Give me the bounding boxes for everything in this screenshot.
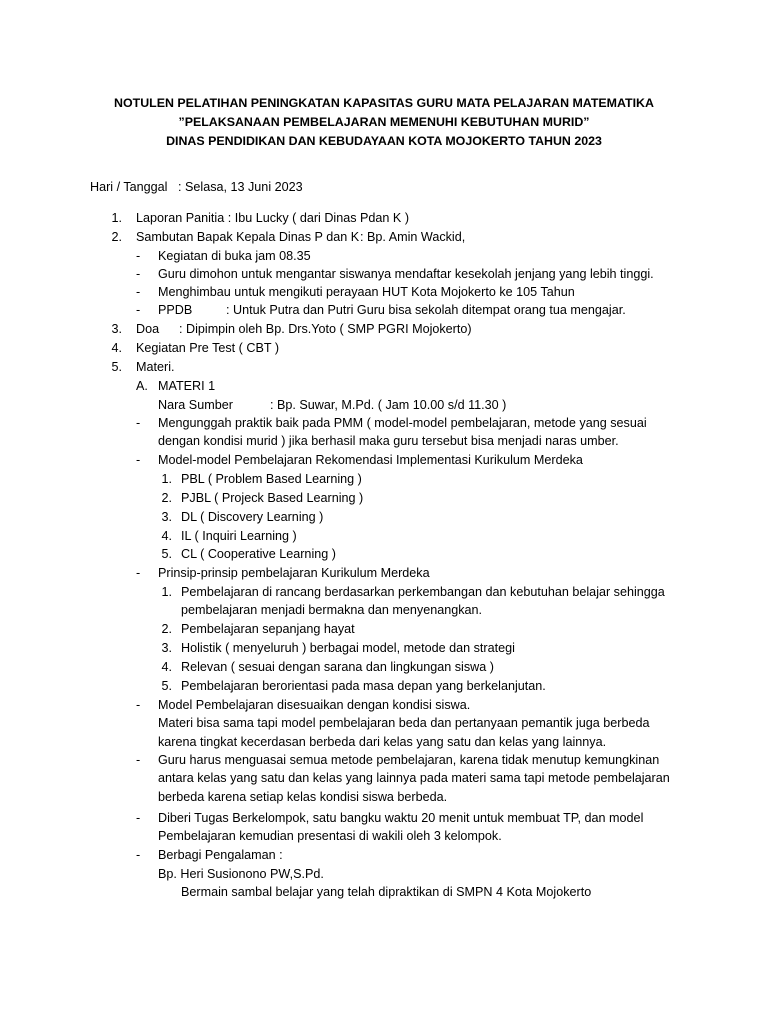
bullet-dash: - (136, 416, 141, 430)
bullet-dash: - (136, 753, 141, 767)
item-number: 1. (111, 211, 122, 225)
principle-number: 3. (161, 641, 172, 655)
bullet-text: antara kelas yang satu dan kelas yang lainnya pada materi sama tapi metode pembelajaran (158, 771, 670, 785)
item-number: 3. (111, 322, 122, 336)
materi-title: MATERI 1 (158, 379, 216, 393)
principle-item: Pembelajaran di rancang berdasarkan perkembangan dan kebutuhan belajar sehingga (181, 585, 665, 599)
bullet-dash: - (136, 285, 141, 299)
bullet-text: berbeda karena setiap kelas kondisi siswa berbeda. (158, 790, 448, 804)
model-item: IL ( Inquiri Learning ) (181, 529, 297, 543)
doc-title-line-1: NOTULEN PELATIHAN PENINGKATAN KAPASITAS GURU MATA PELAJARAN MATEMATIKA (114, 96, 654, 110)
model-item: PBL ( Problem Based Learning ) (181, 472, 362, 486)
bullet-dash: - (136, 303, 141, 317)
item-2-bullet: Kegiatan di buka jam 08.35 (158, 249, 311, 263)
item-3-value: : Dipimpin oleh Bp. Drs.Yoto ( SMP PGRI Mojokerto) (179, 322, 472, 336)
speaker-label: Nara Sumber (158, 398, 233, 412)
bullet-dash: - (136, 698, 141, 712)
model-item: CL ( Cooperative Learning ) (181, 547, 336, 561)
item-number: 4. (111, 341, 122, 355)
item-3-label: Doa (136, 322, 160, 336)
model-number: 5. (161, 547, 172, 561)
item-5-text: Materi. (136, 360, 175, 374)
doc-title-line-3: DINAS PENDIDIKAN DAN KEBUDAYAAN KOTA MOJOKERTO TAHUN 2023 (166, 134, 602, 148)
doc-title-line-2: ”PELAKSANAAN PEMBELAJARAN MEMENUHI KEBUTUHAN MURID” (178, 115, 590, 129)
bullet-text: Diberi Tugas Berkelompok, satu bangku waktu 20 menit untuk membuat TP, dan model (158, 811, 644, 825)
principle-number: 2. (161, 622, 172, 636)
item-2-text: Sambutan Bapak Kepala Dinas P dan K (136, 230, 360, 244)
bullet-text: Model Pembelajaran disesuaikan dengan kondisi siswa. (158, 698, 471, 712)
item-number: 2. (111, 230, 122, 244)
bullet-text: Guru harus menguasai semua metode pembelajaran, karena tidak menutup kemungkinan (158, 753, 660, 767)
item-2-value: : Bp. Amin Wackid, (360, 230, 466, 244)
model-item: PJBL ( Projeck Based Learning ) (181, 491, 364, 505)
principle-item: Holistik ( menyeluruh ) berbagai model, metode dan strategi (181, 641, 515, 655)
bullet-dash: - (136, 848, 141, 862)
item-number: 5. (111, 360, 122, 374)
bullet-text: Mengunggah praktik baik pada PMM ( model-model pembelajaran, metode yang sesuai (158, 416, 647, 430)
item-1-text: Laporan Panitia : Ibu Lucky ( dari Dinas Pdan K ) (136, 211, 410, 225)
bullet-text: Pembelajaran kemudian presentasi di wakili oleh 3 kelompok. (158, 829, 502, 843)
principle-item: Relevan ( sesuai dengan sarana dan lingkungan siswa ) (181, 660, 494, 674)
bullet-dash: - (136, 267, 141, 281)
date-label: Hari / Tanggal (90, 180, 168, 194)
bullet-text: Model-model Pembelajaran Rekomendasi Implementasi Kurikulum Merdeka (158, 453, 583, 467)
principle-item: Pembelajaran berorientasi pada masa depan yang berkelanjutan. (181, 679, 546, 693)
sharer-note: Bermain sambal belajar yang telah dipraktikan di SMPN 4 Kota Mojokerto (181, 885, 592, 899)
principle-item: pembelajaran menjadi bermakna dan menyenangkan. (181, 603, 483, 617)
item-2-bullet: Guru dimohon untuk mengantar siswanya mendaftar kesekolah jenjang yang lebih tinggi. (158, 267, 654, 281)
bullet-text: Berbagi Pengalaman : (158, 848, 283, 862)
materi-letter: A. (136, 379, 148, 393)
item-2-bullet: Menghimbau untuk mengikuti perayaan HUT Kota Mojokerto ke 105 Tahun (158, 285, 575, 299)
ppdb-label: PPDB (158, 303, 193, 317)
model-number: 1. (161, 472, 172, 486)
bullet-text: Materi bisa sama tapi model pembelajaran beda dan pertanyaan pemantik juga berbeda (158, 716, 650, 730)
bullet-text: karena tingkat kecerdasan berbeda dari kelas yang satu dan kelas yang lainnya. (158, 735, 607, 749)
principle-number: 5. (161, 679, 172, 693)
item-4-text: Kegiatan Pre Test ( CBT ) (136, 341, 280, 355)
sharer-name: Bp. Heri Susionono PW,S.Pd. (158, 867, 324, 881)
principle-item: Pembelajaran sepanjang hayat (181, 622, 355, 636)
model-number: 4. (161, 529, 172, 543)
bullet-dash: - (136, 566, 141, 580)
date-value: : Selasa, 13 Juni 2023 (178, 180, 303, 194)
principle-number: 1. (161, 585, 172, 599)
bullet-dash: - (136, 811, 141, 825)
bullet-text: dengan kondisi murid ) jika berhasil maka guru tersebut bisa menjadi naras umber. (158, 434, 619, 448)
bullet-text: Prinsip-prinsip pembelajaran Kurikulum Merdeka (158, 566, 430, 580)
principle-number: 4. (161, 660, 172, 674)
ppdb-value: : Untuk Putra dan Putri Guru bisa sekolah ditempat orang tua mengajar. (226, 303, 626, 317)
model-item: DL ( Discovery Learning ) (181, 510, 324, 524)
model-number: 3. (161, 510, 172, 524)
model-number: 2. (161, 491, 172, 505)
speaker-value: : Bp. Suwar, M.Pd. ( Jam 10.00 s/d 11.30 ) (270, 398, 507, 412)
bullet-dash: - (136, 453, 141, 467)
bullet-dash: - (136, 249, 141, 263)
